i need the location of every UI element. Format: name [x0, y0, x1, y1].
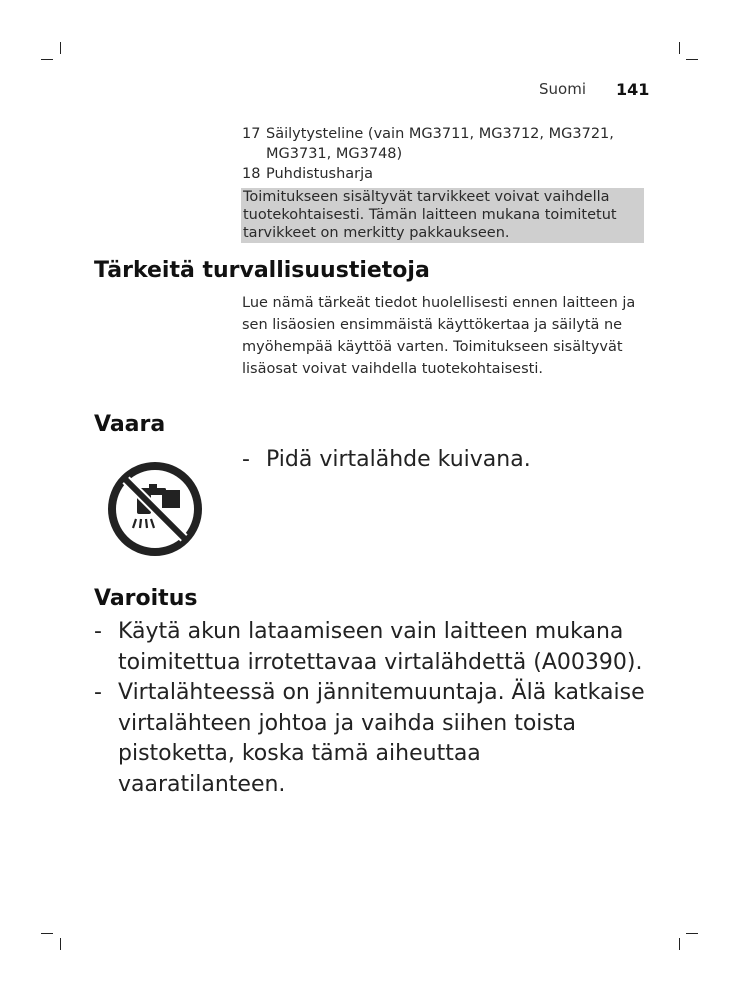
parts-list [242, 124, 642, 184]
list-item [242, 164, 642, 184]
list-item [242, 124, 642, 164]
warning-text: Virtalähteessä on jännitemuuntaja. Älä katkaise virtalähteen johtoa ja vaihda siihen toista pistoketta, koska tämä aiheuttaa vaaratilanteen. [118, 680, 645, 797]
item-number: 18 [242, 166, 261, 182]
crop-mark [679, 938, 680, 950]
warning-list [94, 617, 654, 800]
no-water-tap-icon [106, 460, 204, 558]
crop-mark [686, 933, 698, 934]
section-heading-safety: Tärkeitä turvallisuustietoja [94, 258, 430, 283]
danger-text: Pidä virtalähde kuivana. [266, 447, 531, 472]
list-item [242, 445, 531, 475]
list-marker: - [242, 447, 250, 472]
header-language: Suomi [539, 80, 586, 98]
crop-mark [60, 42, 61, 54]
section-heading-warning: Varoitus [94, 586, 198, 611]
list-marker: - [94, 619, 102, 644]
item-text: Puhdistusharja [266, 166, 374, 182]
list-item [94, 617, 654, 678]
crop-mark [41, 59, 53, 60]
page-number: 141 [616, 80, 650, 99]
crop-mark [679, 42, 680, 54]
list-item [94, 678, 654, 800]
accessories-note: Toimitukseen sisältyvät tarvikkeet voivat vaihdella tuotekohtaisesti. Tämän laitteen mukana toimitetut tarvikkeet on merkitty pakkaukseen. [241, 188, 644, 243]
crop-mark [41, 933, 53, 934]
section-heading-danger: Vaara [94, 412, 166, 437]
list-marker: - [94, 680, 102, 705]
crop-mark [686, 59, 698, 60]
item-text: Säilytysteline (vain MG3711, MG3712, MG3721, MG3731, MG3748) [266, 126, 614, 162]
item-number: 17 [242, 126, 261, 142]
safety-intro: Lue nämä tärkeät tiedot huolellisesti ennen laitteen ja sen lisäosien ensimmäistä käyttökertaa ja säilytä ne myöhempää käyttöä varten. Toimitukseen sisältyvät lisäosat voivat vaihdella tuotekohtaisesti. [242, 295, 636, 377]
warning-text: Käytä akun lataamiseen vain laitteen mukana toimitettua irrotettavaa virtalähdettä (A00390). [118, 619, 643, 675]
crop-mark [60, 938, 61, 950]
